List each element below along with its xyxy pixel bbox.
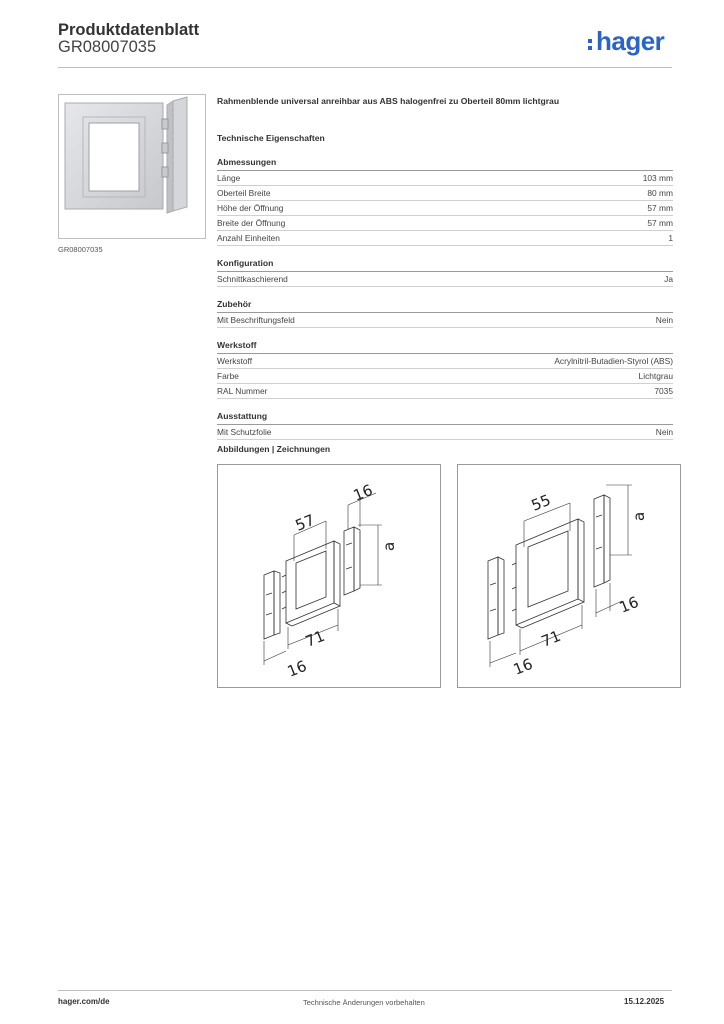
drawing-1-svg xyxy=(218,465,440,687)
spec-label: Schnittkaschierend xyxy=(217,274,288,284)
dim-label: 55 xyxy=(528,490,554,515)
spec-value: Nein xyxy=(655,315,673,325)
spec-label: Mit Schutzfolie xyxy=(217,427,272,437)
footer-disclaimer: Technische Änderungen vorbehalten xyxy=(303,998,425,1007)
spec-row xyxy=(217,171,673,186)
spec-row xyxy=(217,186,673,201)
spec-label: Länge xyxy=(217,173,241,183)
page-title: Produktdatenblatt xyxy=(58,21,200,39)
dim-label: 71 xyxy=(538,626,564,651)
dim-label: 16 xyxy=(284,656,310,681)
dim-label: a xyxy=(380,541,398,551)
spec-value: 80 mm xyxy=(647,188,673,198)
spec-row xyxy=(217,272,673,287)
dim-label: 71 xyxy=(302,626,328,651)
footer-date: 15.12.2025 xyxy=(624,997,665,1006)
figures-title: Abbildungen | Zeichnungen xyxy=(217,444,331,454)
logo-dots-icon xyxy=(588,33,594,53)
header-divider xyxy=(58,67,672,68)
product-description: Rahmenblende universal anreihbar aus ABS halogenfrei zu Oberteil 80mm lichtgrau xyxy=(217,96,560,106)
section-title: Zubehör xyxy=(217,299,673,313)
spec-row xyxy=(217,216,673,231)
spec-value: 103 mm xyxy=(642,173,673,183)
section-title: Ausstattung xyxy=(217,411,673,425)
spec-value: 57 mm xyxy=(647,203,673,213)
spec-label: Farbe xyxy=(217,371,239,381)
spec-label: Anzahl Einheiten xyxy=(217,233,280,243)
product-image xyxy=(58,94,206,239)
dim-label: 57 xyxy=(292,510,318,535)
section-zubehoer xyxy=(217,299,673,328)
spec-row xyxy=(217,231,673,246)
spec-label: Mit Beschriftungsfeld xyxy=(217,315,295,325)
spec-row xyxy=(217,201,673,216)
spec-content xyxy=(217,96,673,452)
spec-label: Breite der Öffnung xyxy=(217,218,286,228)
spec-row xyxy=(217,354,673,369)
product-image-caption: GR08007035 xyxy=(58,245,103,254)
spec-value: Nein xyxy=(655,427,673,437)
spec-label: Oberteil Breite xyxy=(217,188,271,198)
footer-website-link[interactable]: hager.com/de xyxy=(58,997,110,1006)
tech-properties-title: Technische Eigenschaften xyxy=(217,133,325,143)
section-werkstoff xyxy=(217,340,673,399)
section-konfiguration xyxy=(217,258,673,287)
section-abmessungen xyxy=(217,157,673,246)
dim-label: 16 xyxy=(350,480,376,505)
spec-label: RAL Nummer xyxy=(217,386,268,396)
spec-value: Ja xyxy=(664,274,673,284)
spec-row xyxy=(217,425,673,440)
product-code-heading: GR08007035 xyxy=(58,38,157,56)
spec-label: Höhe der Öffnung xyxy=(217,203,284,213)
spec-row xyxy=(217,313,673,328)
technical-drawing-2 xyxy=(457,464,681,688)
hager-logo: hager xyxy=(588,26,664,57)
spec-row xyxy=(217,384,673,399)
technical-drawing-1 xyxy=(217,464,441,688)
section-title: Abmessungen xyxy=(217,157,673,171)
section-title: Konfiguration xyxy=(217,258,673,272)
section-title: Werkstoff xyxy=(217,340,673,354)
dim-label: 16 xyxy=(510,654,536,679)
spec-value: 1 xyxy=(668,233,673,243)
drawing-2-svg xyxy=(458,465,680,687)
dim-label: a xyxy=(630,511,648,521)
dim-label: 16 xyxy=(616,592,642,617)
spec-row xyxy=(217,369,673,384)
spec-value: 7035 xyxy=(654,386,673,396)
spec-value: Lichtgrau xyxy=(638,371,673,381)
spec-value: Acrylnitril-Butadien-Styrol (ABS) xyxy=(554,356,673,366)
footer-divider xyxy=(58,990,672,991)
spec-label: Werkstoff xyxy=(217,356,253,366)
spec-value: 57 mm xyxy=(647,218,673,228)
section-ausstattung xyxy=(217,411,673,440)
